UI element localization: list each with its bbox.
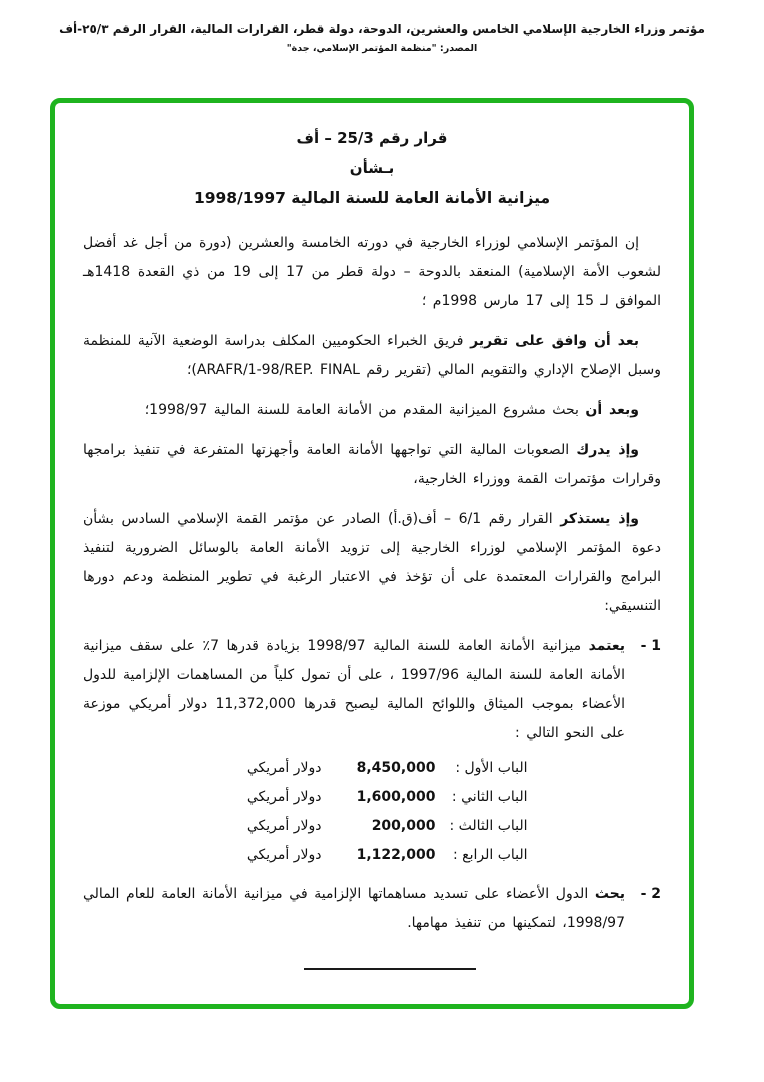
paragraph-text: الصعوبات المالية التي تواجهها الأمانة العامة وأجهزتها المتفرعة في تنفيذ برامجها وقرارات مؤتمرات القمة ووزراء الخارجية، xyxy=(83,442,661,487)
budget-row xyxy=(209,841,534,870)
paragraph-text: القرار رقم 6/1 – أف(ق.أ) الصادر عن مؤتمر القمة الإسلامي السادس بشأن دعوة المؤتمر الإسلامي لوزراء الخارجية إلى تزويد الأمانة العامة بالوسائل الضرورية لتنفيذ البرامج والقرارات المعتمدة على أن تؤخذ في الاعتبار الرغبة في تطوير المنظمة ودعم دورها التنسيقي: xyxy=(83,511,661,614)
item-text xyxy=(83,632,625,748)
preamble-paragraph-3 xyxy=(83,396,661,425)
budget-currency: دولار أمريكي xyxy=(246,847,322,863)
title-block xyxy=(83,129,661,207)
page-header xyxy=(0,22,764,54)
budget-amount: 200,000 xyxy=(371,818,436,834)
budget-amount: 1,600,000 xyxy=(356,789,436,805)
budget-amount: 8,450,000 xyxy=(356,760,436,776)
budget-currency: دولار أمريكي xyxy=(246,760,322,776)
subject-title: ميزانية الأمانة العامة للسنة المالية 1998/1997 xyxy=(193,189,551,207)
operative-item-1 xyxy=(83,632,661,748)
end-divider xyxy=(304,968,476,970)
budget-row xyxy=(209,812,534,841)
document-frame xyxy=(50,98,694,1009)
budget-chapter-label: الباب الثاني : xyxy=(451,789,528,805)
item-text xyxy=(83,880,625,938)
operative-item-2 xyxy=(83,880,661,938)
budget-chapter-label: الباب الثالث : xyxy=(449,818,528,834)
budget-row xyxy=(209,783,534,812)
regarding-label: بـشأن xyxy=(349,159,395,177)
preamble-paragraph-5 xyxy=(83,505,661,621)
header-citation: مؤتمر وزراء الخارجية الإسلامي الخامس والعشرين، الدوحة، دولة قطر، القرارات المالية، القرار الرقم ٢٥/٣-أف xyxy=(59,22,705,36)
budget-table xyxy=(209,754,534,870)
budget-row xyxy=(209,754,534,783)
item-body-text: الدول الأعضاء على تسديد مساهماتها الإلزامية في ميزانية الأمانة العامة للعام المالي 1998/97، لتمكينها من تنفيذ مهامها. xyxy=(83,886,625,931)
item-number: 1 - xyxy=(640,638,661,654)
preamble-paragraph-2 xyxy=(83,327,661,385)
item-body-text: ميزانية الأمانة العامة للسنة المالية 1998/97 بزيادة قدرها 7٪ على سقف ميزانية الأمانة العامة للسنة المالية 1997/96 ، على أن تمول كلياً من المساهمات الإلزامية للدول الأعضاء بموجب الميثاق واللوائح المالية ليصبح قدرها 11,372,000 دولار أمريكي موزعة على النحو التالي : xyxy=(83,638,626,741)
paragraph-text: إن المؤتمر الإسلامي لوزراء الخارجية في دورته الخامسة والعشرين (دورة من أجل غد أفضل لشعوب الأمة الإسلامية) المنعقد بالدوحة – دولة قطر من 17 إلى 19 من ذي القعدة 1418هـ الموافق لـ 15 إلى 17 مارس 1998م ؛ xyxy=(83,235,661,309)
paragraph-lead: وإذ يستذكر xyxy=(560,511,639,527)
paragraph-text: فريق الخبراء الحكوميين المكلف بدراسة الوضعية الآنية للمنظمة وسبل الإصلاح الإداري والتقويم المالي (تقرير رقم ARAFR/1-98/REP. FINAL)؛ xyxy=(83,333,661,378)
preamble-paragraph-4 xyxy=(83,436,661,494)
header-source: المصدر: "منظمة المؤتمر الإسلامي، جدة" xyxy=(286,43,478,54)
item-number: 2 - xyxy=(640,886,661,902)
budget-chapter-label: الباب الرابع : xyxy=(453,847,528,863)
item-lead: يعتمد xyxy=(588,638,626,654)
budget-chapter-label: الباب الأول : xyxy=(455,760,528,776)
resolution-number: قرار رقم 25/3 – أف xyxy=(296,129,448,147)
paragraph-lead: وإذ يدرك xyxy=(576,442,640,458)
item-lead: يحث xyxy=(594,886,626,902)
paragraph-text: بحث مشروع الميزانية المقدم من الأمانة العامة للسنة المالية 1998/97؛ xyxy=(144,402,579,418)
budget-currency: دولار أمريكي xyxy=(246,818,322,834)
budget-currency: دولار أمريكي xyxy=(246,789,322,805)
budget-amount: 1,122,000 xyxy=(356,847,436,863)
paragraph-lead: بعد أن وافق على تقرير xyxy=(470,333,639,349)
paragraph-lead: وبعد أن xyxy=(585,402,639,418)
preamble-paragraph-1 xyxy=(83,229,661,316)
